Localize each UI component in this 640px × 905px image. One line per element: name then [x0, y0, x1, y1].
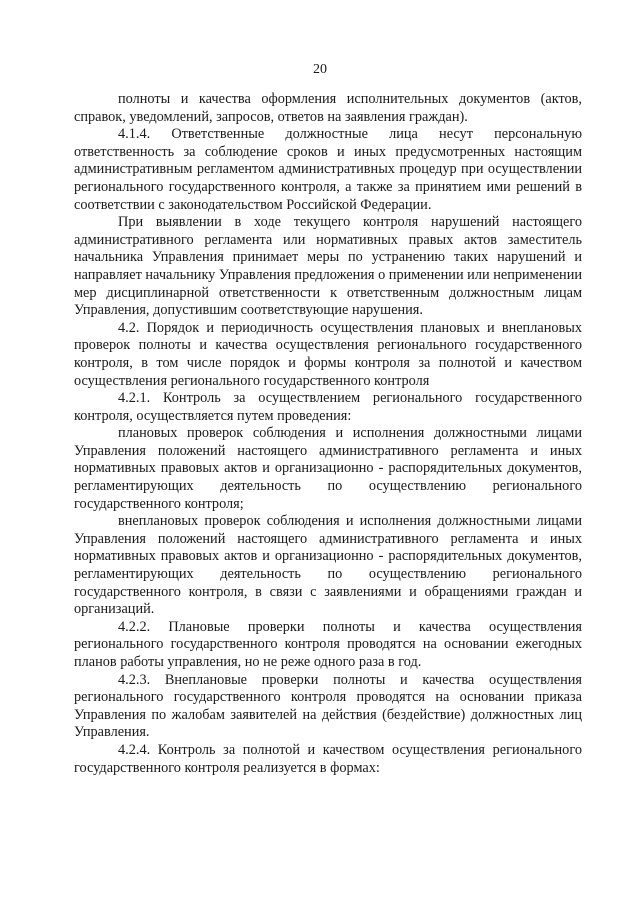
page-number: 20	[313, 62, 327, 77]
paragraph-planned-checks: плановых проверок соблюдения и исполнения должностными лицами Управления положений настоящего административного регламента и иных нормативных правовых актов и организационно - распорядительных документов, регламентирующих деятельность по осуществлению регионального государственного контроля;	[74, 425, 582, 512]
document-body	[74, 91, 582, 777]
paragraph-unplanned-checks: внеплановых проверок соблюдения и исполнения должностными лицами Управления положений настоящего административного регламента и иных нормативных правовых актов и организационно - распорядительных документов, регламентирующих деятельность по осуществлению регионального государственного контроля, в связи с заявлениями и обращениями граждан и организаций.	[74, 513, 582, 618]
paragraph-4-2: 4.2. Порядок и периодичность осуществления плановых и внеплановых проверок полноты и качества осуществления регионального государственного контроля, в том числе порядок и формы контроля за полнотой и качеством осуществления регионального государственного контроля	[74, 319, 582, 389]
paragraph-continuation: полноты и качества оформления исполнительных документов (актов, справок, уведомлений, запросов, ответов на заявления граждан).	[74, 91, 582, 125]
paragraph-4-2-4: 4.2.4. Контроль за полнотой и качеством осуществления регионального государственного контроля реализуется в формах:	[74, 741, 582, 776]
paragraph-violations: При выявлении в ходе текущего контроля нарушений настоящего административного регламента или нормативных правых актов заместитель начальника Управления принимает меры по устранению таких нарушений и направляет начальнику Управления предложения о применении или неприменении мер дисциплинарной ответственности к ответственным должностным лицам Управления, допустившим соответствующие нарушения.	[74, 214, 582, 319]
paragraph-4-2-3: 4.2.3. Внеплановые проверки полноты и качества осуществления регионального государственного контроля проводятся на основании приказа Управления по жалобам заявителей на действия (бездействие) должностных лиц Управления.	[74, 671, 582, 741]
paragraph-4-2-1: 4.2.1. Контроль за осуществлением регионального государственного контроля, осуществляется путем проведения:	[74, 390, 582, 424]
paragraph-4-1-4: 4.1.4. Ответственные должностные лица несут персональную ответственность за соблюдение сроков и иных предусмотренных настоящим административным регламентом административных процедур при осуществлении регионального государственного контроля, а также за принятием ими решений в соответствии с законодательством Российской Федерации.	[74, 126, 582, 213]
paragraph-4-2-2: 4.2.2. Плановые проверки полноты и качества осуществления регионального государственного контроля проводятся на основании ежегодных планов работы управления, но не реже одного раза в год.	[74, 618, 582, 670]
